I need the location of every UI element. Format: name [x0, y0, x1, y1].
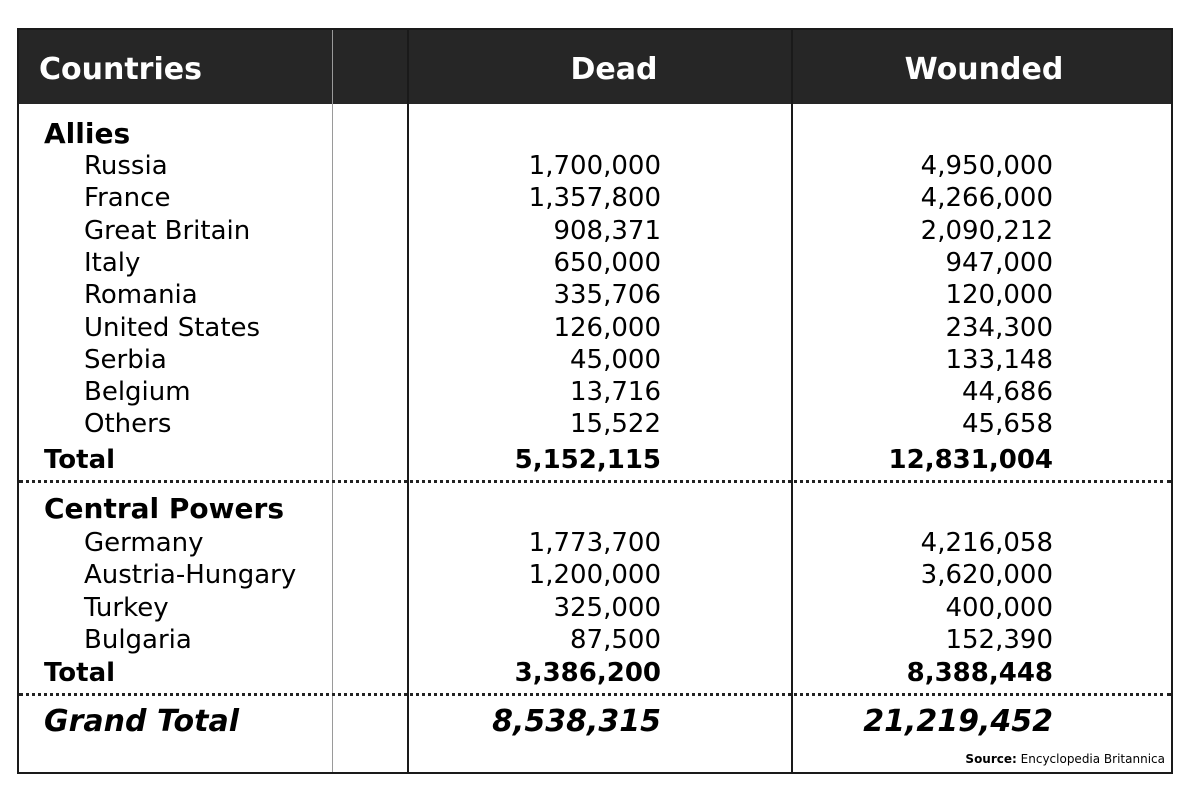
dead-value: 335,706 — [553, 280, 661, 311]
country-name: Others — [84, 409, 172, 440]
allies-total-dead: 5,152,115 — [514, 445, 661, 475]
country-name: Bulgaria — [84, 624, 192, 655]
dead-value: 1,357,800 — [528, 183, 661, 214]
wounded-value: 133,148 — [945, 344, 1053, 375]
column-divider-dead — [407, 30, 409, 772]
dead-value: 13,716 — [570, 377, 661, 408]
table-header — [19, 30, 1171, 104]
header-wounded: Wounded — [904, 52, 1064, 87]
wounded-value: 4,216,058 — [920, 528, 1053, 558]
grand-total-dead: 8,538,315 — [492, 704, 661, 739]
country-name: United States — [84, 312, 261, 343]
wounded-value: 3,620,000 — [920, 560, 1053, 591]
header-dead: Dead — [570, 52, 658, 87]
wounded-value: 400,000 — [945, 592, 1053, 623]
casualty-table — [17, 28, 1173, 774]
wounded-value: 4,950,000 — [920, 151, 1053, 181]
dead-value: 15,522 — [570, 409, 661, 440]
group-title-central-powers: Central Powers — [44, 492, 284, 525]
faint-column-line — [332, 30, 333, 772]
central-total-wounded: 8,388,448 — [906, 658, 1053, 688]
country-name: Turkey — [84, 592, 169, 623]
dead-value: 1,773,700 — [528, 528, 661, 558]
dead-value: 325,000 — [553, 592, 661, 623]
source-note — [965, 752, 1165, 766]
source-label: Source: — [965, 752, 1017, 766]
country-name: Germany — [84, 528, 204, 558]
dead-value: 1,200,000 — [528, 560, 661, 591]
source-text: Encyclopedia Britannica — [1020, 752, 1165, 766]
wounded-value: 44,686 — [962, 377, 1053, 408]
grand-total-wounded: 21,219,452 — [863, 704, 1053, 739]
central-total-dead: 3,386,200 — [514, 658, 661, 688]
wounded-value: 45,658 — [962, 409, 1053, 440]
header-countries: Countries — [39, 52, 202, 87]
grand-total-label: Grand Total — [44, 704, 240, 739]
country-name: Great Britain — [84, 215, 251, 246]
group-title-allies: Allies — [44, 117, 131, 150]
dead-value: 87,500 — [570, 624, 661, 655]
country-name: France — [84, 183, 171, 214]
wounded-value: 947,000 — [945, 247, 1053, 278]
country-name: Russia — [84, 151, 168, 181]
wounded-value: 120,000 — [945, 280, 1053, 311]
allies-total-label: Total — [44, 445, 116, 475]
dotted-divider — [19, 693, 1171, 696]
central-total-label: Total — [44, 658, 116, 688]
dead-value: 126,000 — [553, 312, 661, 343]
country-name: Serbia — [84, 344, 167, 375]
wounded-value: 152,390 — [945, 624, 1053, 655]
column-divider-wounded — [791, 30, 793, 772]
country-name: Romania — [84, 280, 198, 311]
country-name: Italy — [84, 247, 141, 278]
dotted-divider — [19, 480, 1171, 483]
allies-total-wounded: 12,831,004 — [888, 445, 1053, 475]
country-name: Belgium — [84, 377, 191, 408]
dead-value: 45,000 — [570, 344, 661, 375]
wounded-value: 234,300 — [945, 312, 1053, 343]
dead-value: 1,700,000 — [528, 151, 661, 181]
country-name: Austria-Hungary — [84, 560, 297, 591]
wounded-value: 4,266,000 — [920, 183, 1053, 214]
dead-value: 908,371 — [553, 215, 661, 246]
wounded-value: 2,090,212 — [920, 215, 1053, 246]
dead-value: 650,000 — [553, 247, 661, 278]
